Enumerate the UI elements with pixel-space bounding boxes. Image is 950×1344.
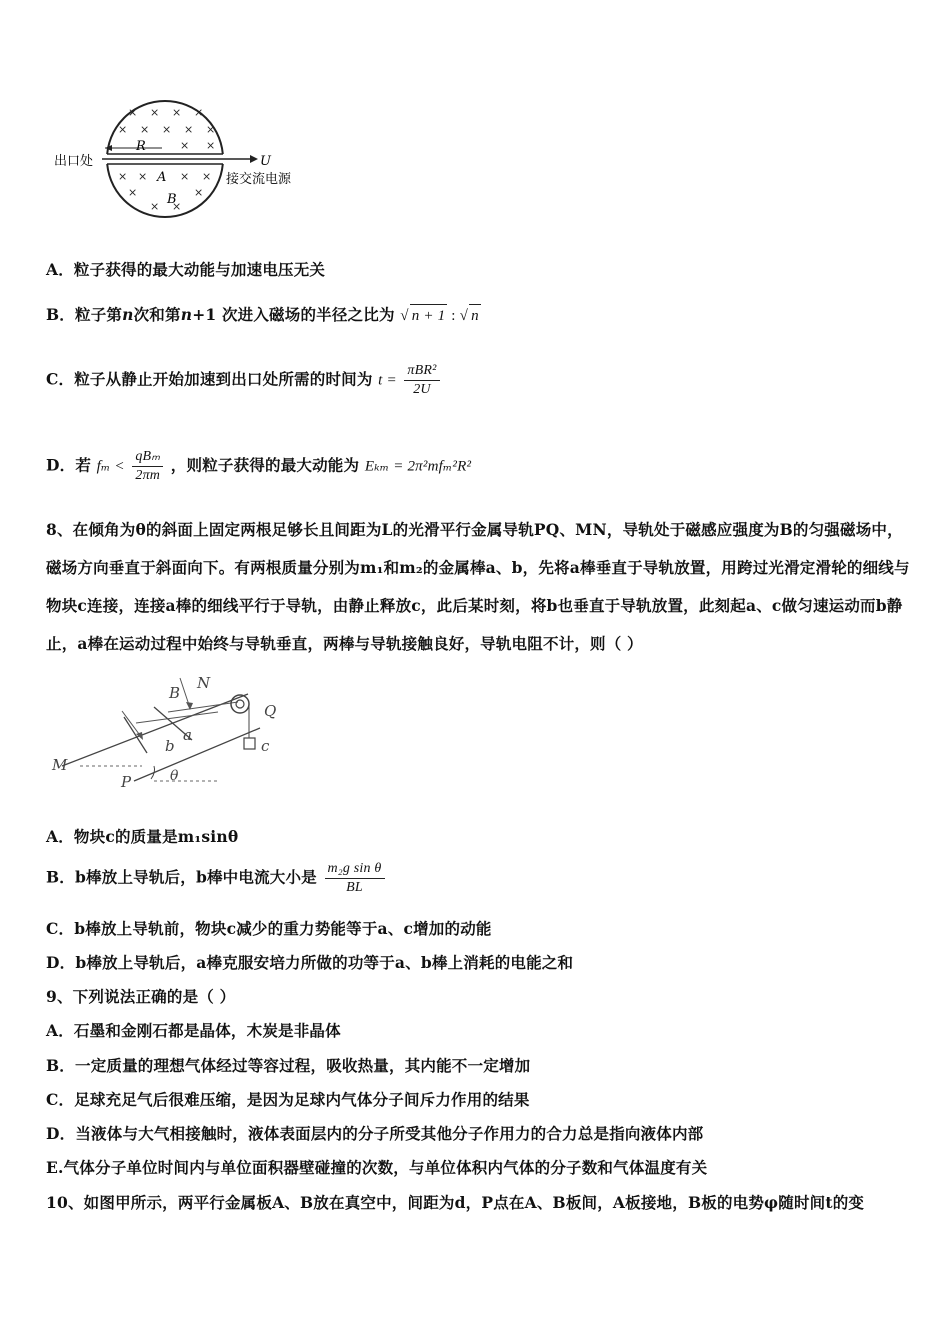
field-cross: ×	[162, 123, 172, 136]
field-cross: ×	[118, 170, 128, 183]
q8-option-c: C．b棒放上导轨前，物块c减少的重力势能等于a、c增加的动能	[46, 919, 492, 938]
label-source: 接交流电源	[226, 172, 292, 187]
q7-option-b: B．粒子第n次和第n+1 次进入磁场的半径之比为 √ n + 1 : √ n	[46, 304, 910, 327]
field-cross: ×	[206, 123, 216, 136]
q7-option-a: A．粒子获得的最大动能与加速电压无关	[46, 260, 326, 279]
radius-ratio-formula: √ n + 1 : √ n	[400, 308, 480, 324]
field-cross: ×	[118, 123, 128, 136]
q9-option-a: A．石墨和金刚石都是晶体，木炭是非晶体	[46, 1021, 341, 1040]
field-cross: ×	[138, 170, 148, 183]
label-a: a	[183, 726, 192, 744]
field-cross: ×	[150, 106, 160, 119]
field-cross: ×	[180, 170, 190, 183]
field-cross: ×	[202, 170, 212, 183]
label-U: U	[260, 154, 271, 169]
q7-option-c: C．粒子从静止开始加速到出口处所需的时间为 t = $\frac{\text{πBR²}}{2U}$	[46, 362, 910, 399]
q7-option-d: D．若 fₘ < $\frac{\text{qBₘ}}{2\pi m}$ ，则粒子获得的最大动能为 Eₖₘ = 2π²mfₘ²R²	[46, 449, 472, 483]
q9-option-e: E.气体分子单位时间内与单位面积器壁碰撞的次数，与单位体积内气体的分子数和气体温度有关	[46, 1158, 708, 1177]
cyclotron-figure	[50, 92, 320, 237]
q9-option-d: D．当液体与大气相接触时，液体表面层内的分子所受其他分子作用力的合力总是指向液体内部	[46, 1124, 704, 1143]
label-M: M	[52, 756, 68, 774]
label-A: A	[157, 170, 167, 185]
field-cross: ×	[184, 123, 194, 136]
q9-option-c: C．足球充足气后很难压缩，是因为足球内气体分子间斥力作用的结果	[46, 1090, 530, 1109]
field-cross: ×	[172, 106, 182, 119]
field-cross: ×	[194, 186, 204, 199]
label-B: B	[169, 684, 181, 702]
q8-stem: 8、在倾角为θ的斜面上固定两根足够长且间距为L的光滑平行金属导轨PQ、MN，导轨处于磁感应强度为B的匀强磁场中，磁场方向垂直于斜面向下。有两根质量分别为m₁和m₂的金属棒a、b，先将a棒垂直于导轨放置，用跨过光滑定滑轮的细线与物块c连接，连接a棒的细线平行于导轨，由静止释放c，此后某时刻，将b也垂直于导轨放置，此刻起a、c做匀速运动而b静止，a棒在运动过程中始终与导轨垂直，两棒与导轨接触良好，导轨电阻不计，则（ ）	[46, 520, 910, 653]
max-kinetic-energy-formula: Eₖₘ = 2π²mfₘ²R²	[364, 458, 472, 475]
q9-stem: 9、下列说法正确的是（ ）	[46, 987, 236, 1006]
label-theta: θ	[170, 768, 179, 784]
time-formula: $\frac{\text{πBR²}}{2U}$	[404, 362, 439, 399]
q9-option-b: B．一定质量的理想气体经过等容过程，吸收热量，其内能不一定增加	[46, 1056, 531, 1075]
field-cross: ×	[172, 200, 182, 213]
field-cross: ×	[140, 123, 150, 136]
label-Q: Q	[264, 702, 277, 720]
current-formula: $\frac{\text{m₂g sin θ}}{BL}$	[325, 860, 385, 897]
q8-option-b: B．b棒放上导轨后，b棒中电流大小是 $\frac{\text{m₂g sin θ}}{BL}$	[46, 860, 910, 897]
label-N: N	[197, 674, 211, 692]
field-cross: ×	[128, 186, 138, 199]
field-cross: ×	[128, 106, 138, 119]
field-cross: ×	[180, 139, 190, 152]
field-cross: ×	[194, 106, 204, 119]
q8-option-d: D．b棒放上导轨后，a棒克服安培力所做的功等于a、b棒上消耗的电能之和	[46, 953, 574, 972]
label-R: R	[136, 139, 146, 154]
q10-stem: 10、如图甲所示，两平行金属板A、B放在真空中，间距为d，P点在A、B板间，A板接地，B板的电势φ随时间t的变	[46, 1193, 865, 1212]
field-cross: ×	[150, 200, 160, 213]
q8-option-a: A．物块c的质量是m₁sinθ	[46, 827, 239, 846]
incline-rails-figure	[50, 666, 300, 796]
label-b: b	[165, 737, 175, 755]
label-exit: 出口处	[54, 154, 94, 169]
label-c: c	[261, 737, 270, 755]
label-P: P	[121, 773, 132, 791]
label-B: B	[167, 192, 177, 207]
field-cross: ×	[206, 139, 216, 152]
